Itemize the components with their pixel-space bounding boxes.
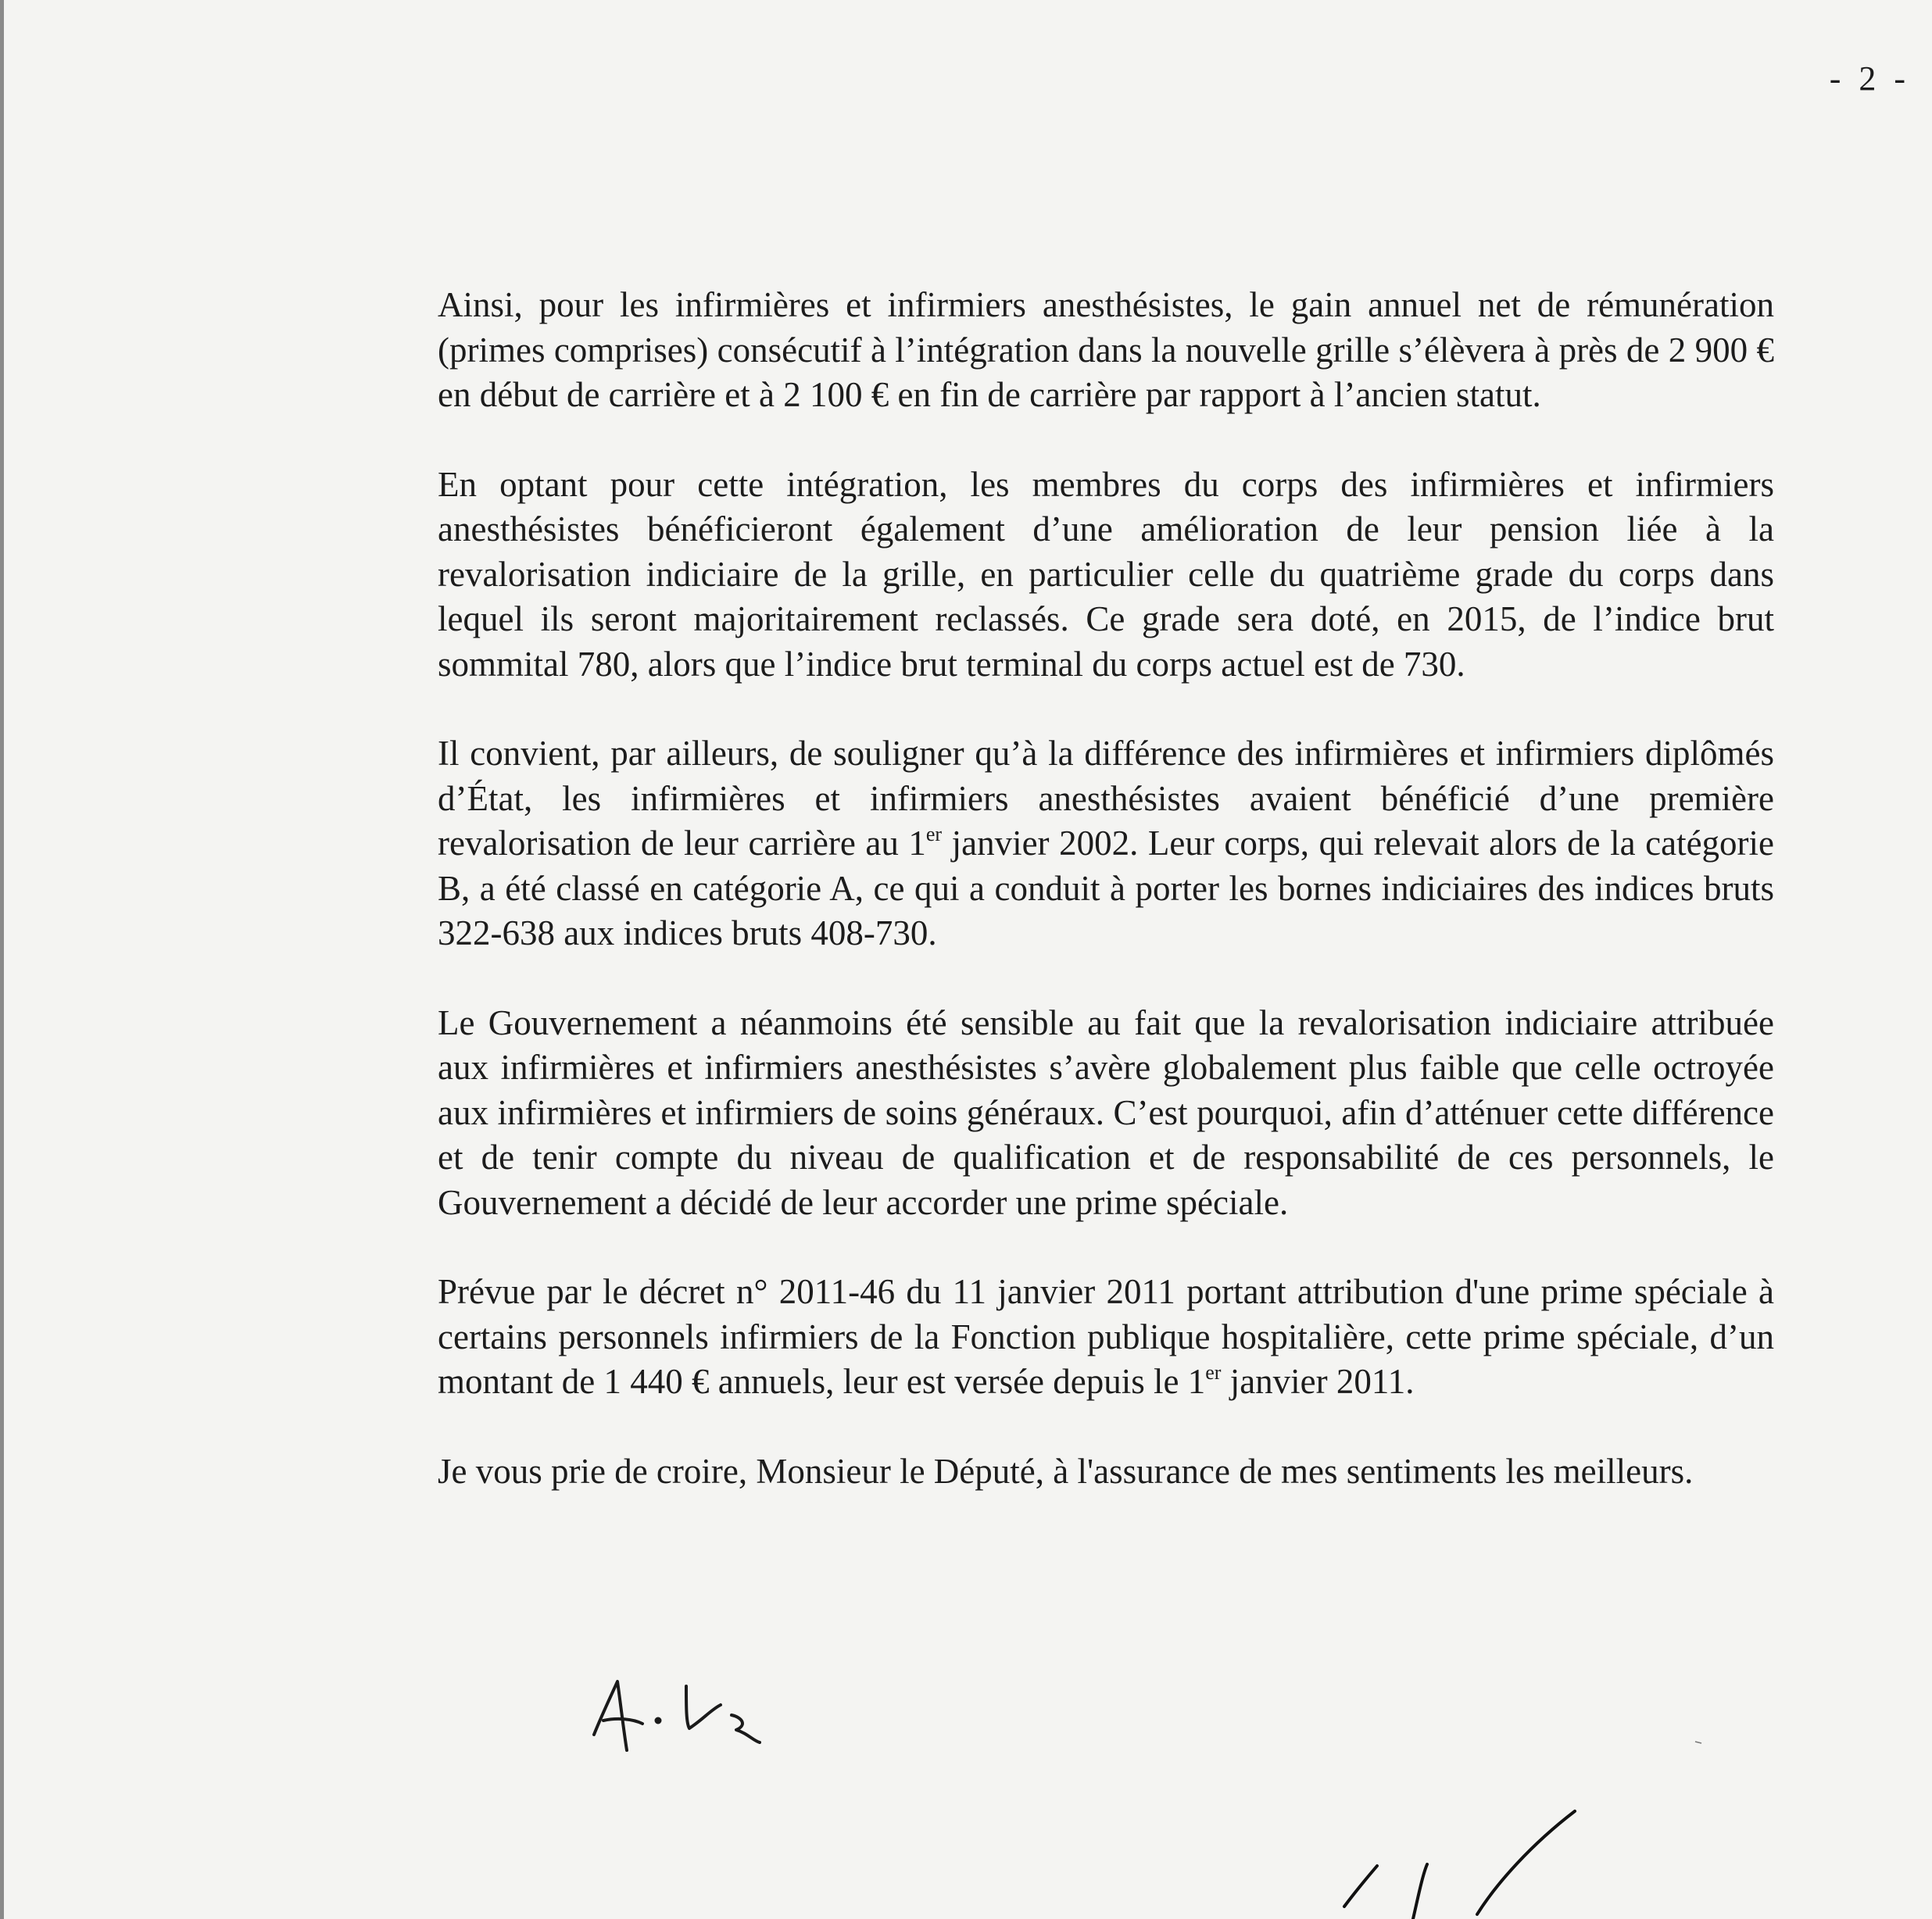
handwritten-initials-signature — [586, 1672, 789, 1758]
paragraph-remuneration-gain: Ainsi, pour les infirmières et infirmiers anesthésistes, le gain annuel net de rémunération (primes comprises) consécutif à l’intégration dans la nouvelle grille s’élèvera à près de 2 900 € en début de carrière et à 2 100 € en fin de carrière par rapport à l’ancien statut. — [438, 285, 1774, 414]
paragraph-text-part: Il convient, par ailleurs, de souligner qu’à la différence des infirmières et infirmiers diplômés d’État, les infirmières et infirmiers anesthésistes avaient bénéficié d’une première revalorisation de leur carrière au 1 — [438, 734, 1774, 863]
ordinal-superscript: er — [1205, 1361, 1222, 1384]
scan-mark — [1694, 1741, 1702, 1746]
paragraph-pension-improvement: En optant pour cette intégration, les membres du corps des infirmières et infirmiers anesthésistes bénéficieront également d’une amélioration de leur pension liée à la revalorisation indiciaire de la grille, en particulier celle du quatrième grade du corps dans lequel ils seront majoritairement reclassés. Ce grade sera doté, en 2015, de l’indice brut sommital 780, alors que l’indice brut terminal du corps actuel est de 730. — [438, 464, 1774, 684]
paragraph-closing-formula: Je vous prie de croire, Monsieur le Député, à l'assurance de mes sentiments les meilleurs. — [438, 1451, 1694, 1491]
paragraph-text-part: janvier 2002. Leur corps, qui relevait alors de la catégorie B, a été classé en catégorie A, ce qui a conduit à porter les bornes indiciaires des indices bruts 322-638 aux indices bruts 408-730. — [438, 824, 1774, 952]
paragraph-decree-special-bonus — [438, 1270, 1774, 1405]
paragraph-text-part: Prévue par le décret n° 2011-46 du 11 janvier 2011 portant attribution d'une prime spéciale à certains personnels infirmiers de la Fonction publique hospitalière, cette prime spéciale, d’un montant de 1 440 € annuels, leur est versée depuis le 1 — [438, 1272, 1774, 1401]
letter-body — [438, 283, 1774, 1494]
page-number: - 2 - — [1829, 59, 1910, 98]
scan-left-edge — [0, 0, 4, 1919]
paragraph-text-part: janvier 2011. — [1221, 1362, 1415, 1401]
paragraph-first-revalorisation — [438, 731, 1774, 956]
ordinal-superscript: er — [925, 823, 943, 845]
handwritten-signature — [1321, 1789, 1587, 1919]
paragraph-government-sensitivity: Le Gouvernement a néanmoins été sensible au fait que la revalorisation indiciaire attribuée aux infirmières et infirmiers anesthésistes s’avère globalement plus faible que celle octroyée aux infirmières et infirmiers de soins généraux. C’est pourquoi, afin d’atténuer cette différence et de tenir compte du niveau de qualification et de responsabilité de ces personnels, le Gouvernement a décidé de leur accorder une prime spéciale. — [438, 1002, 1774, 1222]
